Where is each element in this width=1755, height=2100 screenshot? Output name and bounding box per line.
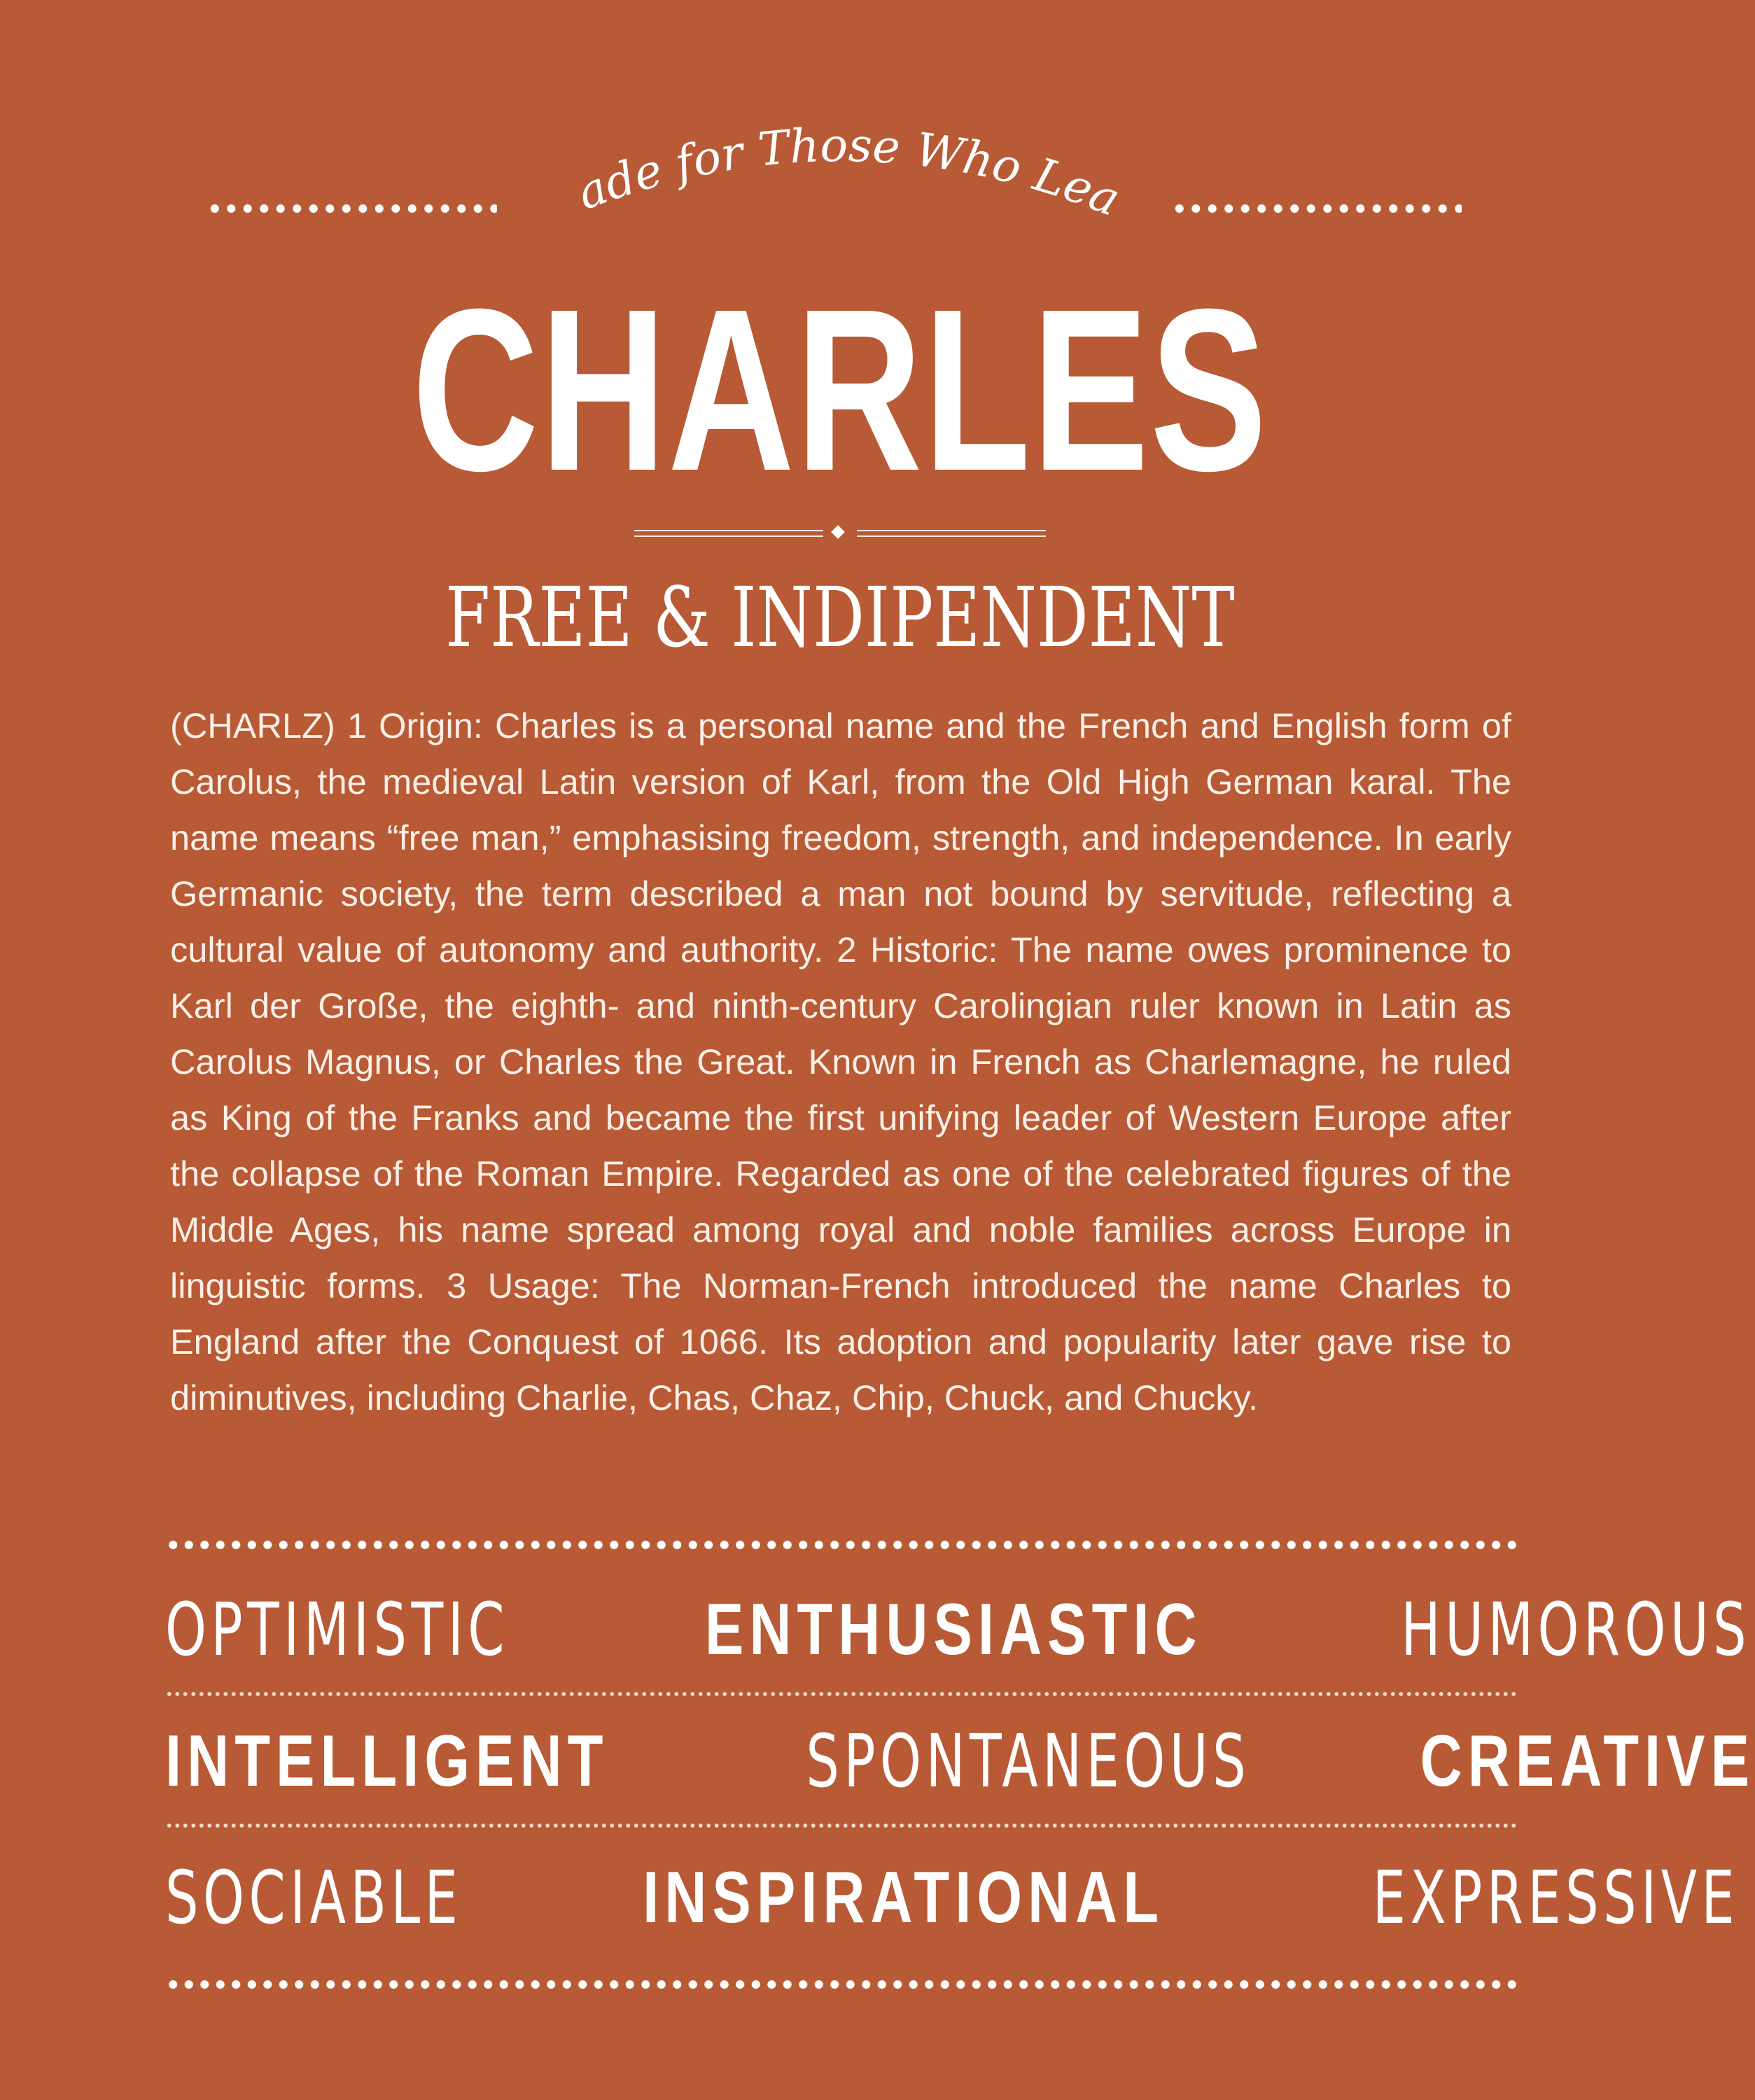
traits-row-1: [165, 1587, 1751, 1672]
trait: INTELLIGENT: [165, 1721, 609, 1802]
trait: EXPRESSIVE: [1372, 1855, 1739, 1940]
tagline-dots-right: [1171, 202, 1462, 216]
traits-separator: [165, 1691, 1518, 1697]
trait: HUMOROUS: [1400, 1587, 1751, 1672]
trait: CREATIVE: [1420, 1721, 1755, 1802]
trait: ENTHUSIASTIC: [704, 1589, 1203, 1670]
trait: OPTIMISTIC: [165, 1587, 510, 1672]
trait: SPONTANEOUS: [806, 1718, 1250, 1804]
traits-rule-top: [165, 1538, 1518, 1552]
divider-diamond: [831, 525, 845, 539]
tagline: [508, 69, 1127, 227]
divider-line-left: [634, 529, 823, 539]
trait: SOCIABLE: [165, 1855, 463, 1940]
tagline-arc: [508, 69, 1148, 231]
traits-separator: [165, 1823, 1518, 1828]
traits-row-2: [165, 1718, 1755, 1804]
divider-line-right: [857, 529, 1046, 539]
tagline-text: Made for Those Who Lead: [508, 69, 1128, 227]
tagline-dots-left: [207, 202, 497, 216]
name-title: CHARLES: [412, 260, 1268, 519]
traits-row-3: [165, 1855, 1739, 1940]
traits-rule-bottom: [165, 1977, 1518, 1991]
name-description: (CHARLZ) 1 Origin: Charles is a personal name and the French and English form of Carolus, the medieval Latin version of Karl, from the Old High German karal. The name means “free man,” emphasising freedom, strength, and independence. In early Germanic society, the term described a man not bound by servitude, reflecting a cultural value of autonomy and authority. 2 Historic: The name owes prominence to Karl der Große, the eighth- and ninth-century Carolingian ruler known in Latin as Carolus Magnus, or Charles the Great. Known in French as Charlemagne, he ruled as King of the Franks and became the first unifying leader of Western Europe after the collapse of the Roman Empire. Regarded as one of the celebrated figures of the Middle Ages, his name spread among royal and noble families across Europe in linguistic forms. 3 Usage: The Norman-French introduced the name Charles to England after the Conquest of 1066. Its adoption and popularity later gave rise to diminutives, including Charlie, Chas, Chaz, Chip, Chuck, and Chucky.: [170, 706, 1511, 1418]
meaning-subtitle: FREE & INDIPENDENT: [445, 569, 1235, 666]
trait: INSPIRATIONAL: [643, 1857, 1165, 1938]
